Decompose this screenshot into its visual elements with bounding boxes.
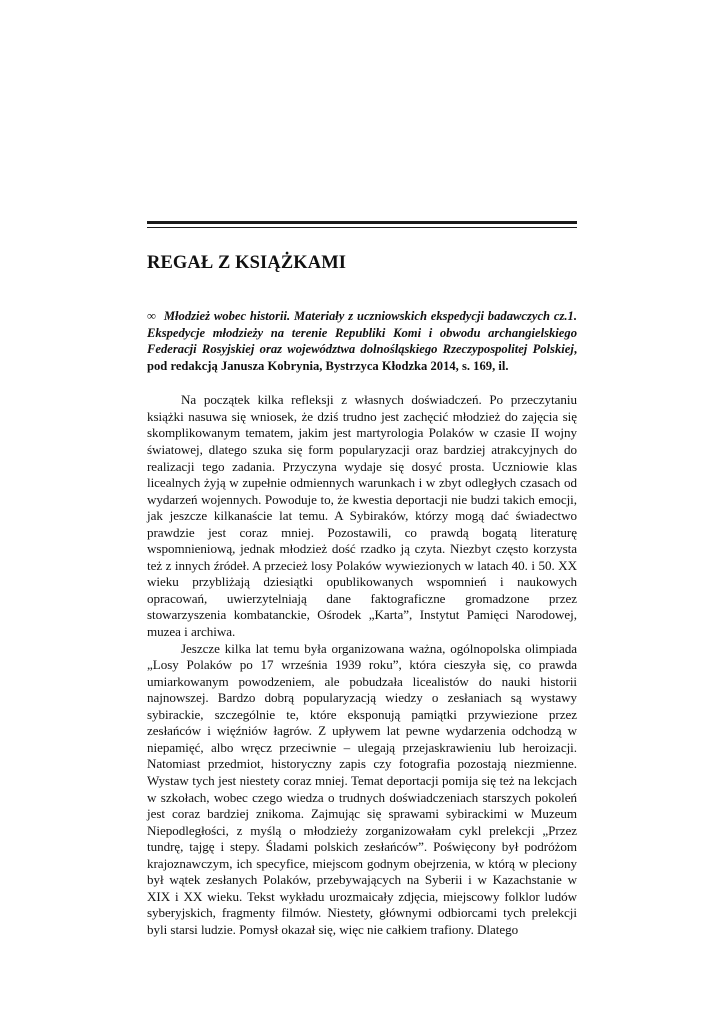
header-double-rule xyxy=(147,221,577,228)
book-publication-details: , pod redakcją Janusza Kobrynia, Bystrzyca Kłodzka 2014, s. 169, il. xyxy=(147,342,577,373)
paragraph: Na początek kilka refleksji z własnych doświadczeń. Po przeczytaniu książki nasuwa się wniosek, że dziś trudno jest zachęcić młodzież do zajęcia się skomplikowanym tematem, jakim jest martyrologia Polaków w czasie II wojny światowej, dlatego szuka się form popularyzacji oraz bardziej atrakcyjnych do realizacji tego zadania. Przyczyna wydaje się dosyć prosta. Uczniowie klas licealnych żyją w zupełnie odmiennych warunkach i w zbyt odległych czasach od wydarzeń wojennych. Powoduje to, że kwestia deportacji nie budzi takich emocji, jak jeszcze kilkanaście lat temu. A Sybiraków, którzy mogą dać świadectwo prawdzie jest coraz mniej. Pozostawili, co prawdą bogatą literaturę wspomnieniową, jednak młodzież dość rzadko ją czyta. Niezbyt często korzysta też z innych źródeł. A przecież losy Polaków wywiezionych w latach 40. i 50. XX wieku przybliżają dziesiątki opublikowanych wspomnień i naukowych opracowań, uwierzytelniają dane faktograficzne gromadzone przez stowarzyszenia kombatanckie, Ośrodek „Karta”, Instytut Pamięci Narodowej, muzea i archiwa. xyxy=(147,392,577,640)
section-title: REGAŁ Z KSIĄŻKAMI xyxy=(147,253,347,273)
page-content xyxy=(147,221,577,938)
review-body xyxy=(147,392,577,938)
book-citation xyxy=(147,308,577,374)
thick-rule xyxy=(147,221,577,224)
book-title: Młodzież wobec historii. Materiały z uczniowskich ekspedycji badawczych cz.1. Ekspedycje młodzieży na terenie Republiki Komi i obwodu archangielskiego Federacji Rosyjskiej oraz województwa dolnośląskiego Rzeczypospolitej Polskiej xyxy=(147,309,577,357)
thin-rule xyxy=(147,227,577,228)
paragraph: Jeszcze kilka lat temu była organizowana ważna, ogólnopolska olimpiada „Losy Polaków po 17 września 1939 roku”, która cieszyła się, co prawda umiarkowanym powodzeniem, ale pobudzała licealistów do nauki historii najnowszej. Bardzo dobrą popularyzacją wiedzy o zesłaniach są wystawy sybirackie, szczególnie te, które eksponują pamiątki przywiezione przez zesłańców i więźniów łagrów. Z upływem lat pewne wydarzenia odchodzą w niepamięć, albo wręcz przeciwnie – ulegają przejaskrawieniu lub heroizacji. Natomiast przedmiot, historyczny zapis czy fotografia pozostają niezmienne. Wystaw tych jest niestety coraz mniej. Temat deportacji pomija się też na lekcjach w szkołach, wobec czego wiedza o trudnych doświadczeniach starszych pokoleń jest coraz bardziej znikoma. Zajmując się sprawami sybirackimi w Muzeum Niepodległości, z myślą o młodzieży zorganizowałam cykl prelekcji „Przez tundrę, tajgę i stepy. Śladami polskich zesłańców”. Poświęcony był podróżom krajoznawczym, ich specyfice, miejscom godnym obejrzenia, w którą w pleciony był wątek zesłanych Polaków, przebywających na Syberii i w Kazachstanie w XIX i XX wieku. Tekst wykładu urozmaicały zdjęcia, miejscowy folklor ludów syberyjskich, fragmenty filmów. Niestety, głównymi odbiorcami tych prelekcji byli starsi ludzie. Pomysł okazał się, więc nie całkiem trafiony. Dlatego xyxy=(147,640,577,937)
infinity-symbol: ∞ xyxy=(147,309,156,323)
